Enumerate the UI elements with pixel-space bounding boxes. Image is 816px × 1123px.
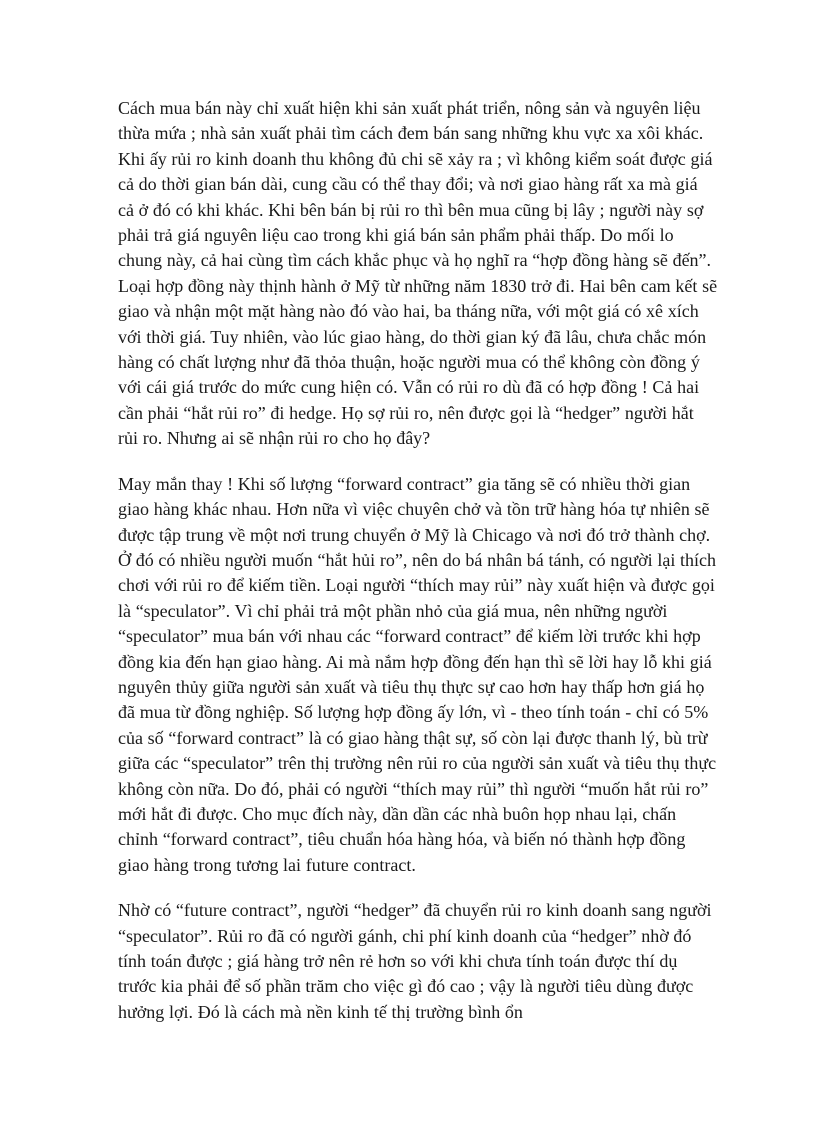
document-page [118,96,718,1045]
paragraph-2: May mắn thay ! Khi số lượng “forward contract” gia tăng sẽ có nhiều thời gian giao hàng khác nhau. Hơn nữa vì việc chuyên chở và tồn trữ hàng hóa tự nhiên sẽ được tập trung về một nơi trung chuyển ở Mỹ là Chicago và nơi đó trở thành chợ. Ở đó có nhiều người muốn “hắt hủi ro”, nên do bá nhân bá tánh, có người lại thích chơi với rủi ro để kiếm tiền. Loại người “thích may rủi” này xuất hiện và được gọi là “speculator”. Vì chỉ phải trả một phần nhỏ của giá mua, nên những người “speculator” mua bán với nhau các “forward contract” để kiếm lời trước khi hợp đồng kia đến hạn giao hàng. Ai mà nắm hợp đồng đến hạn thì sẽ lời hay lỗ khi giá nguyên thủy giữa người sản xuất và tiêu thụ thực sự cao hơn hay thấp hơn giá họ đã mua từ đồng nghiệp. Số lượng hợp đồng ấy lớn, vì - theo tính toán - chỉ có 5% của số “forward contract” là có giao hàng thật sự, số còn lại được thanh lý, bù trừ giữa các “speculator” trên thị trường nên rủi ro của người sản xuất và tiêu thụ thực không còn nữa. Do đó, phải có người “thích may rủi” thì người “muốn hắt rủi ro” mới hắt đi được. Cho mục đích này, dần dần các nhà buôn họp nhau lại, chấn chỉnh “forward contract”, tiêu chuẩn hóa hàng hóa, và biến nó thành hợp đồng giao hàng trong tương lai future contract. [118,473,717,875]
paragraph-3: Nhờ có “future contract”, người “hedger” đã chuyển rủi ro kinh doanh sang người “speculator”. Rủi ro đã có người gánh, chi phí kinh doanh của “hedger” nhờ đó tính toán được ; giá hàng trở nên rẻ hơn so với khi chưa tính toán được thí dụ trước kia phải để số phần trăm cho việc gì đó cao ; vậy là người tiêu dùng được hưởng lợi. Đó là cách mà nền kinh tế thị trường bình ổn [118,900,712,1022]
paragraph-1: Cách mua bán này chỉ xuất hiện khi sản xuất phát triển, nông sản và nguyên liệu thừa mứa ; nhà sản xuất phải tìm cách đem bán sang những khu vực xa xôi khác. Khi ấy rủi ro kinh doanh thu không đủ chi sẽ xảy ra ; vì không kiểm soát được giá cả do thời gian bán dài, cung cầu có thể thay đổi; và nơi giao hàng rất xa mà giá cả ở đó có khi khác. Khi bên bán bị rủi ro thì bên mua cũng bị lây ; người này sợ phải trả giá nguyên liệu cao trong khi giá bán sản phẩm phải thấp. Do mối lo chung này, cả hai cùng tìm cách khắc phục và họ nghĩ ra “hợp đồng hàng sẽ đến”. Loại hợp đồng này thịnh hành ở Mỹ từ những năm 1830 trở đi. Hai bên cam kết sẽ giao và nhận một mặt hàng nào đó vào hai, ba tháng nữa, với một giá có xê xích với thời giá. Tuy nhiên, vào lúc giao hàng, do thời gian ký đã lâu, chưa chắc món hàng có chất lượng như đã thỏa thuận, hoặc người mua có thể không còn đồng ý với cái giá trước do mức cung hiện có. Vẫn có rủi ro dù đã có hợp đồng ! Cả hai cần phải “hắt rủi ro” đi hedge. Họ sợ rủi ro, nên được gọi là “hedger” người hắt rủi ro. Nhưng ai sẽ nhận rủi ro cho họ đây? [118,98,718,449]
